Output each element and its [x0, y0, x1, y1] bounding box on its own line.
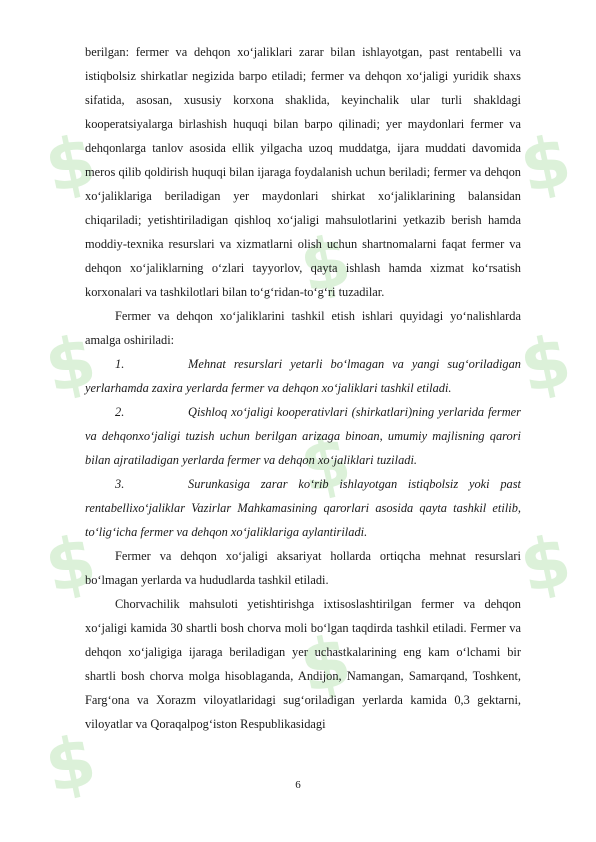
- svg-text:$: $: [38, 118, 103, 210]
- svg-text:$: $: [293, 218, 358, 310]
- paragraph: berilgan: fermer va dehqon xo‘jaliklari zarar bilan ishlayotgan, past rentabelli va istiqbolsiz shirkatlar negizida barpo etiladi; fermer va dehqon xo‘jaligi yuridik shaxs sifatida, asosan, xususiy korxona shaklida, keyinchalik ular turli shakldagi kooperatsiyalarga birlashish huquqi bilan barpo qilinadi; yer maydonlari fermer va dehqonlarga tanlov asosida ellik yilgacha uzoq muddatga, ijara muddati davomida meros qilib qoldirish huquqi bilan ijaraga foydalanish uchun beriladi; fermer va dehqon xo‘jaliklariga beriladigan yer maydonlari shirkat xo‘jaliklarining balansidan chiqariladi; yetishtiriladigan qishloq xo‘jaligi mahsulotlarini yetkazib berish hamda moddiy-texnika resurslari va xizmatlarni olish uchun shartnomalarni faqat fermer va dehqon xo‘jaliklarning o‘zlari tayyorlov, qayta ishlash hamda xizmat ko‘rsatish korxonalari va tashkilotlari bilan to‘g‘ridan-to‘g‘ri tuzadilar.: [85, 45, 521, 299]
- document-body: [85, 40, 521, 736]
- svg-text:$: $: [513, 118, 578, 210]
- list-item-number: 1.: [115, 357, 125, 371]
- list-item-text: Qishloq xo‘jaligi kooperativlari (shirkatlari)ning yerlarida fermer va dehqonxo‘jaligi tuzish uchun berilgan arizaga binoan, umumiy majlisning qarori bilan ajratiladigan yerlarda fermer va dehqon xo‘jaliklari tuziladi.: [85, 405, 521, 467]
- list-item: [85, 472, 521, 544]
- svg-text:$: $: [38, 318, 103, 410]
- svg-text:$: $: [38, 518, 103, 610]
- list-item-number: 2.: [115, 405, 125, 419]
- svg-text:$: $: [38, 718, 103, 810]
- list-item-text: Surunkasiga zarar ko‘rib ishlayotgan istiqbolsiz yoki past rentabellixo‘jaliklar Vazirlar Mahkamasining qarorlari asosida qayta tashkil etilib, to‘lig‘icha fermer va dehqon xo‘jaliklariga aylantiriladi.: [85, 477, 521, 539]
- svg-text:$: $: [293, 618, 358, 710]
- page-number: 6: [295, 779, 301, 791]
- list-item: [85, 352, 521, 400]
- paragraph: Fermer va dehqon xo‘jaliklarini tashkil etish ishlari quyidagi yo‘nalishlarda amalga oshiriladi:: [85, 309, 521, 347]
- svg-text:$: $: [513, 518, 578, 610]
- list-item: [85, 400, 521, 472]
- paragraph: Fermer va dehqon xo‘jaligi aksariyat hollarda ortiqcha mehnat resurslari bo‘lmagan yerlarda va hududlarda tashkil etiladi.: [85, 549, 521, 587]
- list-item-number: 3.: [115, 477, 125, 491]
- list-item-text: Mehnat resurslari yetarli bo‘lmagan va yangi sug‘oriladigan yerlarhamda zaxira yerlarda fermer va dehqon xo‘jaliklari tashkil etiladi.: [85, 357, 521, 395]
- paragraph: Chorvachilik mahsuloti yetishtirishga ixtisoslashtirilgan fermer va dehqon xo‘jaligi kamida 30 shartli bosh chorva moli bo‘lgan taqdirda tashkil etiladi. Fermer va dehqon xo‘jaligiga ijaraga beriladigan yer uchastkalarining eng kam o‘lchami bir shartli bosh chorva molga hisoblaganda, Andijon, Namangan, Samarqand, Toshkent, Farg‘ona va Xorazm viloyatlaridagi sug‘oriladigan yerlarda kamida 0,3 gektarni, viloyatlar va Qoraqalpog‘iston Respublikasidagi: [85, 597, 521, 731]
- svg-text:$: $: [293, 418, 358, 510]
- svg-text:$: $: [513, 318, 578, 410]
